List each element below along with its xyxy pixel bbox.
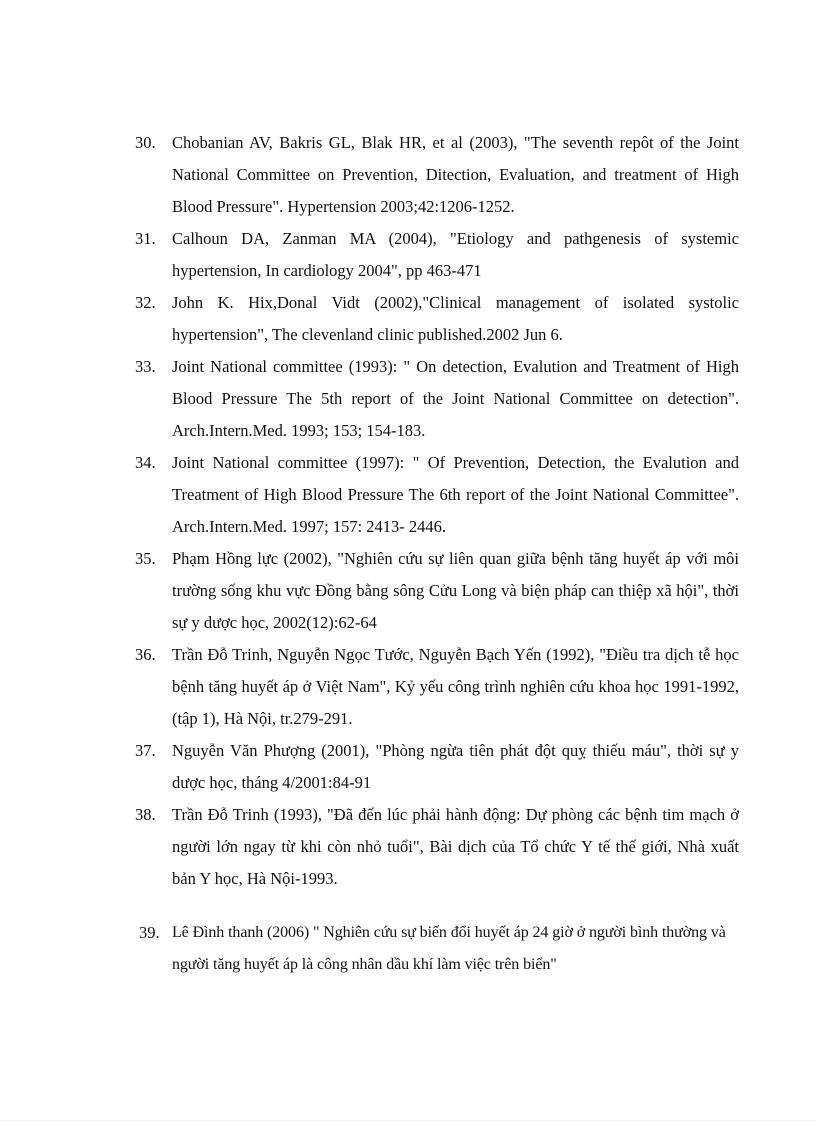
reference-number: 35. <box>135 549 156 568</box>
reference-text: Chobanian AV, Bakris GL, Blak HR, et al (2003), "The seventh repôt of the Joint National Committee on Prevention, Ditection, Evaluation, and treatment of High Blood Pressure". Hypertension 2003;42:1206-1252. <box>172 133 739 216</box>
reference-item <box>0 917 816 981</box>
reference-text: John K. Hix,Donal Vidt (2002),"Clinical management of isolated systolic hypertension", The clevenland clinic published.2002 Jun 6. <box>172 293 739 344</box>
reference-item <box>0 543 816 639</box>
reference-text: Joint National committee (1993): " On detection, Evalution and Treatment of High Blood Pressure The 5th report of the Joint National Committee on detection". Arch.Intern.Med. 1993; 153; 154-183. <box>172 357 739 440</box>
reference-number: 32. <box>135 293 156 312</box>
reference-text: Trần Đỗ Trinh (1993), "Đã đến lúc phải hành động: Dự phòng các bệnh tim mạch ở người lớn ngay từ khi còn nhỏ tuổi", Bài dịch của Tổ chức Y tế thế giới, Nhà xuất bản Y học, Hà Nội-1993. <box>172 805 739 888</box>
reference-text: Phạm Hồng lực (2002), "Nghiên cứu sự liên quan giữa bệnh tăng huyết áp với môi trường sống khu vực Đồng bằng sông Cửu Long và biện pháp can thiệp xã hội", thời sự y dược học, 2002(12):62-64 <box>172 549 739 632</box>
reference-text: Trần Đỗ Trinh, Nguyễn Ngọc Tước, Nguyễn Bạch Yến (1992), "Điều tra dịch tễ học bệnh tăng huyết áp ở Việt Nam", Kỷ yếu công trình nghiên cứu khoa học 1991-1992, (tập 1), Hà Nội, tr.279-291. <box>172 645 739 728</box>
reference-number: 37. <box>135 741 156 760</box>
reference-number: 34. <box>135 453 156 472</box>
reference-text: Nguyễn Văn Phượng (2001), "Phòng ngừa tiên phát đột quỵ thiếu máu", thời sự y dược học, tháng 4/2001:84-91 <box>172 741 739 792</box>
reference-number: 33. <box>135 357 156 376</box>
reference-item <box>0 735 816 799</box>
reference-item <box>0 223 816 287</box>
page-bottom-edge <box>0 1120 816 1121</box>
reference-item <box>0 447 816 543</box>
reference-item <box>0 799 816 895</box>
reference-text: Joint National committee (1997): " Of Prevention, Detection, the Evalution and Treatment of High Blood Pressure The 6th report of the Joint National Committee". Arch.Intern.Med. 1997; 157: 2413- 2446. <box>172 453 739 536</box>
reference-list <box>0 127 816 981</box>
reference-number: 36. <box>135 645 156 664</box>
reference-number: 30. <box>135 133 156 152</box>
reference-item <box>0 127 816 223</box>
reference-item <box>0 287 816 351</box>
reference-number: 31. <box>135 229 156 248</box>
reference-item <box>0 351 816 447</box>
reference-text: Lê Đình thanh (2006) " Nghiên cứu sự biến đổi huyết áp 24 giờ ở người bình thường và người tăng huyết áp là công nhân dầu khí làm việc trên biển" <box>172 924 726 973</box>
reference-item <box>0 639 816 735</box>
reference-number: 39. <box>139 923 160 942</box>
reference-text: Calhoun DA, Zanman MA (2004), "Etiology and pathgenesis of systemic hypertension, In cardiology 2004", pp 463-471 <box>172 229 739 280</box>
reference-number: 38. <box>135 805 156 824</box>
